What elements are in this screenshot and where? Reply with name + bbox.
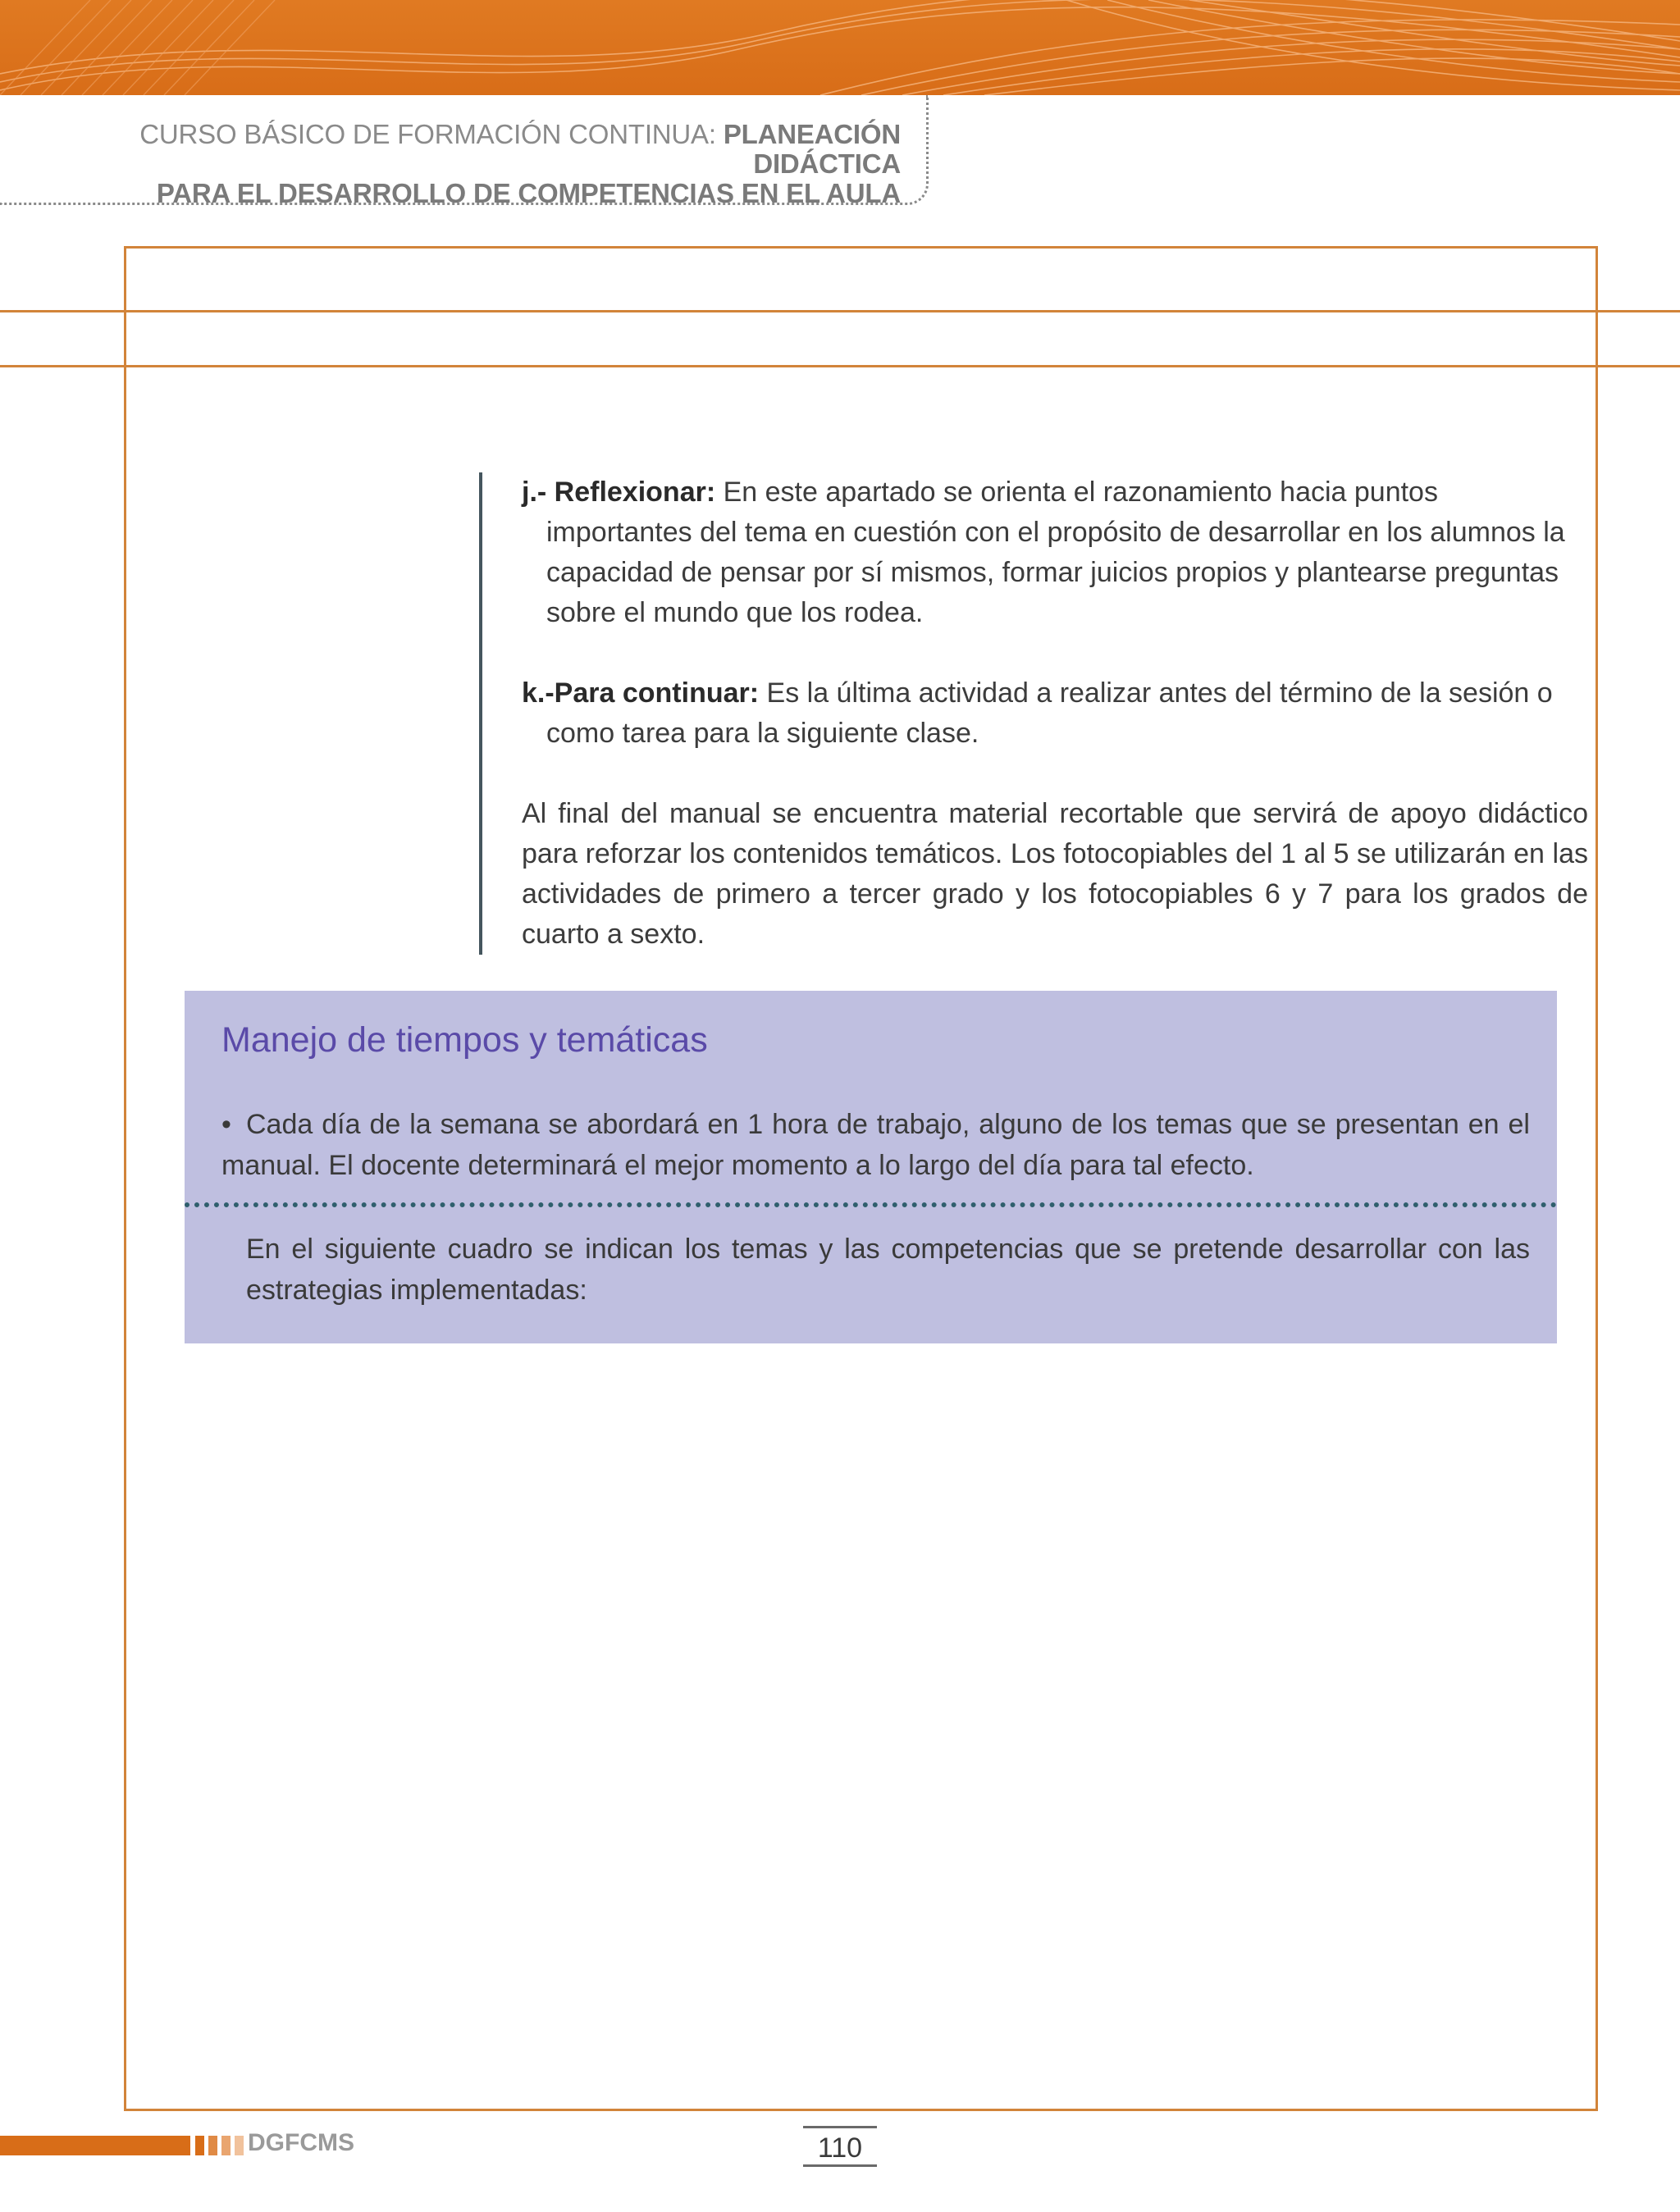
box-bullet-text: Cada día de la semana se abordará en 1 hora de trabajo, alguno de los temas que se presentan en el manual. El docente determinará el mejor momento a lo largo del día para tal efecto.: [221, 1109, 1530, 1181]
final-paragraph: Al final del manual se encuentra material recortable que servirá de apoyo didáctico para reforzar los contenidos temáticos. Los fotocopiables del 1 al 5 se utilizarán en las actividades de primero a tercer grado y los fotocopiables 6 y 7 para los grados de cuarto a sexto.: [522, 798, 1588, 950]
header-title-bold-2: PARA EL DESARROLLO DE COMPETENCIAS EN EL AULA: [156, 178, 901, 208]
box-paragraph: En el siguiente cuadro se indican los temas y las competencias que se pretende desarrollar con las estrategias implementadas:: [246, 1234, 1530, 1306]
horizontal-rule-bottom: [0, 365, 1680, 367]
footer-label: DGFCMS: [248, 2129, 354, 2156]
box-title: Manejo de tiempos y temáticas: [221, 1020, 708, 1060]
item-para-continuar-label: k.-Para continuar:: [522, 677, 760, 709]
header-title-bold-1: PLANEACIÓN DIDÁCTICA: [723, 119, 901, 179]
bullet-icon: •: [221, 1109, 231, 1140]
box-bullet-item: [221, 1104, 1530, 1186]
item-reflexionar: [522, 472, 1588, 633]
main-content: [479, 472, 1588, 955]
info-box: [185, 991, 1557, 1343]
item-reflexionar-text: En este apartado se orienta el razonamiento hacia puntos importantes del tema en cuestión con el propósito de desarrollar en los alumnos la capacidad de pensar por sí mismos, formar juicios propios y plantearse preguntas sobre el mundo que los rodea.: [546, 477, 1565, 628]
top-decorative-band: [0, 0, 1680, 95]
item-para-continuar: [522, 673, 1588, 754]
wave-lines-decoration: [0, 0, 1680, 95]
footer-stripes: [195, 2136, 248, 2155]
dotted-divider: [185, 1202, 1557, 1207]
horizontal-rule-top: [0, 310, 1680, 312]
footer-orange-bar: [0, 2136, 190, 2155]
item-para-continuar-text: Es la última actividad a realizar antes del término de la sesión o como tarea para la siguiente clase.: [546, 677, 1553, 749]
item-reflexionar-label: j.- Reflexionar:: [522, 477, 716, 508]
page-number: 110: [803, 2126, 877, 2167]
header-title-light: CURSO BÁSICO DE FORMACIÓN CONTINUA:: [139, 119, 724, 149]
running-header: [0, 120, 901, 208]
